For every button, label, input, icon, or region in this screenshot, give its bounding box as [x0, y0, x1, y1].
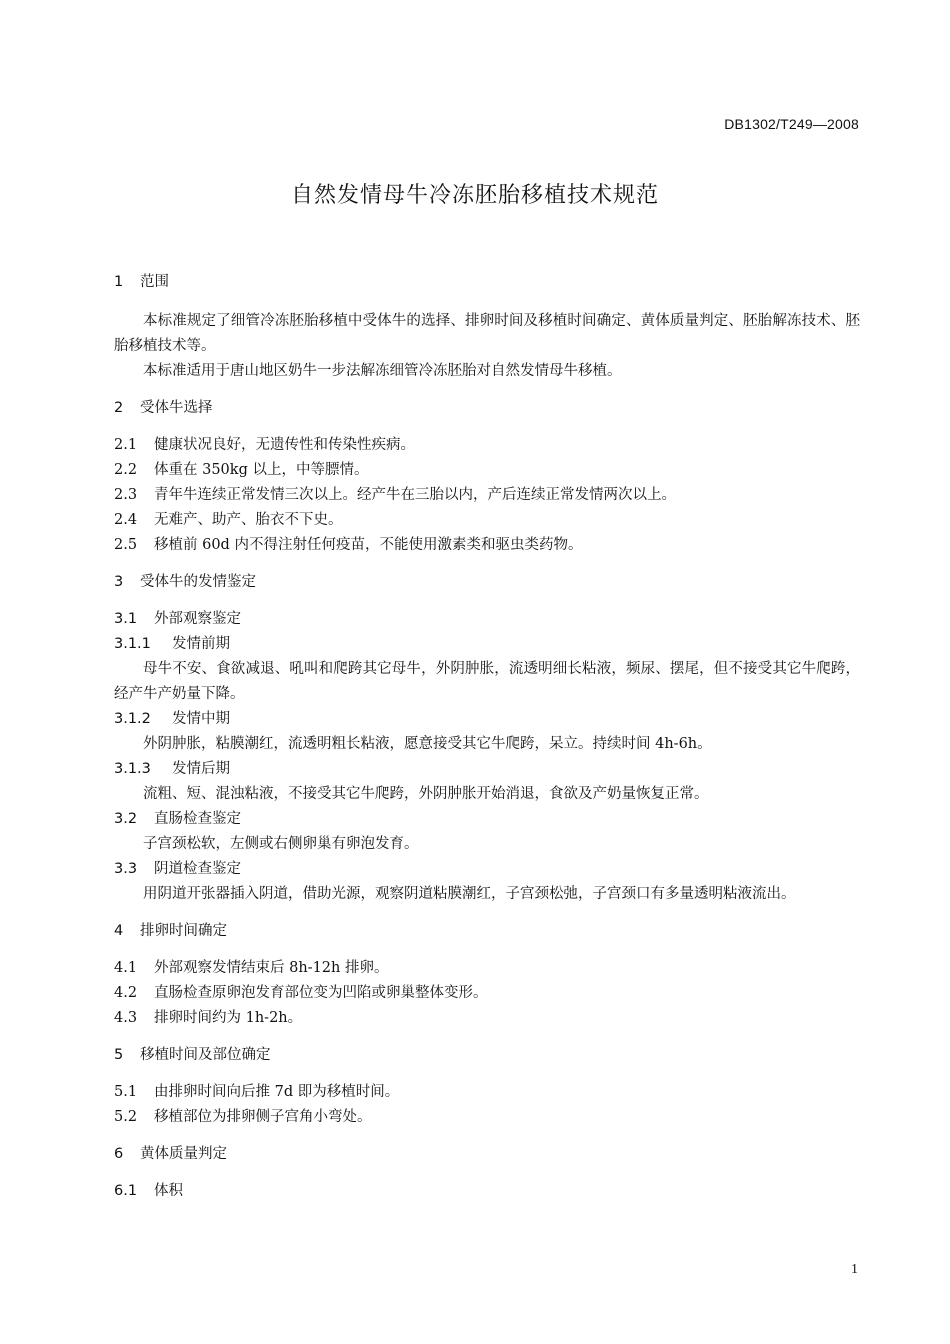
section-number: 6 — [114, 1146, 124, 1162]
paragraph: 外阴肿胀，粘膜潮红，流透明粗长粘液，愿意接受其它牛爬跨，呆立。持续时间 4h-6h。 — [143, 736, 712, 752]
item-text: 移植部位为排卵侧子宫角小弯处。 — [154, 1109, 372, 1125]
item-number: 4.2 — [114, 985, 138, 1001]
subsection-title: 阴道检查鉴定 — [154, 861, 241, 877]
subsection-number: 3.1 — [114, 611, 138, 627]
item-number: 2.1 — [114, 437, 138, 453]
subsection-heading-3-3 — [114, 857, 860, 882]
item-number: 4.1 — [114, 960, 138, 976]
item-number: 2.2 — [114, 462, 138, 478]
list-item — [114, 956, 860, 981]
paragraph: 子宫颈松软，左侧或右侧卵巢有卵泡发育。 — [143, 836, 419, 852]
item-number: 2.5 — [114, 537, 138, 553]
subsection-heading-6-1 — [114, 1179, 860, 1204]
item-text: 由排卵时间向后推 7d 即为移植时间。 — [154, 1084, 400, 1100]
paragraph: 流粗、短、混浊粘液，不接受其它牛爬跨，外阴肿胀开始消退，食欲及产奶量恢复正常。 — [143, 786, 709, 802]
list-item — [114, 1105, 860, 1130]
list-item — [114, 508, 860, 533]
section-heading-6 — [114, 1142, 860, 1167]
section-number: 1 — [114, 274, 124, 290]
item-text: 体重在 350kg 以上，中等膘情。 — [154, 462, 369, 478]
subsection-heading-3-1-2 — [114, 707, 860, 732]
item-text: 外部观察发情结束后 8h-12h 排卵。 — [154, 960, 389, 976]
item-text: 移植前 60d 内不得注射任何疫苗，不能使用激素类和驱虫类药物。 — [154, 537, 583, 553]
standard-code: DB1302/T249—2008 — [724, 116, 859, 132]
subsection-title: 发情前期 — [172, 636, 230, 652]
section-heading-5 — [114, 1043, 860, 1068]
item-text: 直肠检查原卵泡发育部位变为凹陷或卵巢整体变形。 — [154, 985, 488, 1001]
list-item — [114, 1006, 860, 1031]
list-item — [114, 483, 860, 508]
document-body — [114, 270, 860, 1204]
subsection-heading-3-1-1 — [114, 632, 860, 657]
subsection-number: 3.3 — [114, 861, 138, 877]
item-text: 无难产、助产、胎衣不下史。 — [154, 512, 343, 528]
item-number: 5.2 — [114, 1109, 138, 1125]
item-number: 2.4 — [114, 512, 138, 528]
item-text: 排卵时间约为 1h-2h。 — [154, 1010, 303, 1026]
list-item — [114, 981, 860, 1006]
section-heading-1 — [114, 270, 860, 295]
subsection-title: 体积 — [154, 1183, 183, 1199]
subsection-number: 3.1.3 — [114, 761, 151, 777]
item-number: 5.1 — [114, 1084, 138, 1100]
subsection-heading-3-2 — [114, 807, 860, 832]
subsection-heading-3-1 — [114, 607, 860, 632]
paragraph: 本标准适用于唐山地区奶牛一步法解冻细管冷冻胚胎对自然发情母牛移植。 — [143, 363, 622, 379]
item-number: 4.3 — [114, 1010, 138, 1026]
section-title: 移植时间及部位确定 — [140, 1047, 271, 1063]
document-title: 自然发情母牛冷冻胚胎移植技术规范 — [290, 183, 659, 208]
item-text: 青年牛连续正常发情三次以上。经产牛在三胎以内，产后连续正常发情两次以上。 — [154, 487, 676, 503]
paragraph: 用阴道开张器插入阴道，借助光源，观察阴道粘膜潮红，子宫颈松弛，子宫颈口有多量透明粘液流出。 — [143, 886, 796, 902]
section-title: 范围 — [140, 274, 169, 290]
section-heading-2 — [114, 396, 860, 421]
section-title: 受体牛选择 — [140, 400, 213, 416]
section-title: 受体牛的发情鉴定 — [140, 574, 256, 590]
subsection-number: 6.1 — [114, 1183, 138, 1199]
section-number: 5 — [114, 1047, 124, 1063]
page-number: 1 — [851, 1262, 858, 1277]
subsection-heading-3-1-3 — [114, 757, 860, 782]
section-number: 3 — [114, 574, 124, 590]
subsection-number: 3.1.2 — [114, 711, 151, 727]
section-heading-4 — [114, 919, 860, 944]
list-item — [114, 1080, 860, 1105]
item-text: 健康状况良好，无遗传性和传染性疾病。 — [154, 437, 415, 453]
section-title: 黄体质量判定 — [140, 1146, 227, 1162]
list-item — [114, 458, 860, 483]
subsection-number: 3.2 — [114, 811, 138, 827]
subsection-title: 直肠检查鉴定 — [154, 811, 241, 827]
list-item — [114, 433, 860, 458]
subsection-title: 发情中期 — [172, 711, 230, 727]
section-number: 2 — [114, 400, 124, 416]
section-number: 4 — [114, 923, 124, 939]
subsection-title: 发情后期 — [172, 761, 230, 777]
paragraph: 本标准规定了细管冷冻胚胎移植中受体牛的选择、排卵时间及移植时间确定、黄体质量判定、胚胎解冻技术、胚胎移植技术等。 — [114, 313, 860, 354]
section-title: 排卵时间确定 — [140, 923, 227, 939]
paragraph: 母牛不安、食欲减退、吼叫和爬跨其它母牛，外阴肿胀，流透明细长粘液，频尿、摆尾，但不接受其它牛爬跨，经产牛产奶量下降。 — [114, 661, 860, 702]
section-heading-3 — [114, 570, 860, 595]
list-item — [114, 533, 860, 558]
subsection-title: 外部观察鉴定 — [154, 611, 241, 627]
subsection-number: 3.1.1 — [114, 636, 151, 652]
item-number: 2.3 — [114, 487, 138, 503]
